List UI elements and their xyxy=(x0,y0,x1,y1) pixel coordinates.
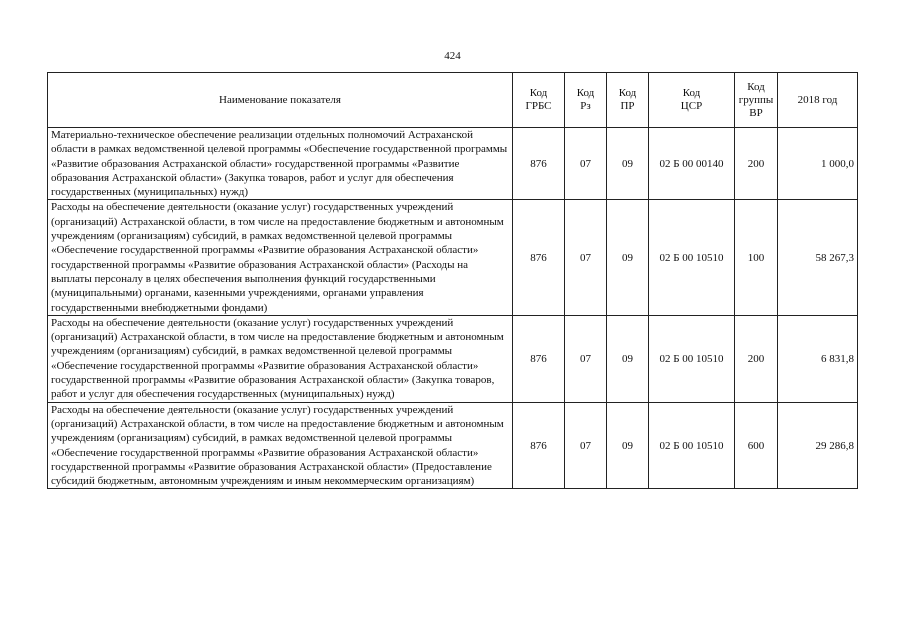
row-csr: 02 Б 00 00140 xyxy=(649,128,735,200)
row-description: Расходы на обеспечение деятельности (оказание услуг) государственных учреждений (организаций) Астраханской области, в том числе на предоставление бюджетным и автономным учреждениям (организациям) субсидий, в рамках ведомственной целевой программы «Обеспечение государственной программы «Развитие образования Астраханской области» государственной программы «Развитие образования Астраханской области» (Предоставление субсидий бюджетным, автономным учреждениям и иным некоммерческим организациям) xyxy=(48,402,513,489)
header-name: Наименование показателя xyxy=(48,73,513,128)
row-amount: 58 267,3 xyxy=(778,200,858,315)
row-amount: 1 000,0 xyxy=(778,128,858,200)
row-csr: 02 Б 00 10510 xyxy=(649,200,735,315)
row-grbs: 876 xyxy=(513,402,565,489)
header-vr: Код группы ВР xyxy=(735,73,778,128)
table-header-row xyxy=(48,73,858,128)
row-pr: 09 xyxy=(607,200,649,315)
page-number: 424 xyxy=(444,50,461,62)
row-grbs: 876 xyxy=(513,200,565,315)
row-pr: 09 xyxy=(607,402,649,489)
row-grbs: 876 xyxy=(513,315,565,402)
header-grbs: Код ГРБС xyxy=(513,73,565,128)
row-grbs: 876 xyxy=(513,128,565,200)
row-pr: 09 xyxy=(607,315,649,402)
row-rz: 07 xyxy=(565,128,607,200)
row-csr: 02 Б 00 10510 xyxy=(649,402,735,489)
row-vr: 100 xyxy=(735,200,778,315)
row-pr: 09 xyxy=(607,128,649,200)
row-amount: 29 286,8 xyxy=(778,402,858,489)
row-description: Расходы на обеспечение деятельности (оказание услуг) государственных учреждений (организаций) Астраханской области, в том числе на предоставление бюджетным и автономным учреждениям (организациям) субсидий, в рамках ведомственной целевой программы «Обеспечение государственной программы «Развитие образования Астраханской области» государственной программы «Развитие образования Астраханской области» (Закупка товаров, работ и услуг для обеспечения государственных (муниципальных) нужд) xyxy=(48,315,513,402)
row-csr: 02 Б 00 10510 xyxy=(649,315,735,402)
header-year: 2018 год xyxy=(778,73,858,128)
row-vr: 600 xyxy=(735,402,778,489)
table-row xyxy=(48,128,858,200)
row-rz: 07 xyxy=(565,402,607,489)
table-row xyxy=(48,315,858,402)
row-vr: 200 xyxy=(735,315,778,402)
header-pr: Код ПР xyxy=(607,73,649,128)
table-row xyxy=(48,402,858,489)
row-rz: 07 xyxy=(565,200,607,315)
row-description: Материально-техническое обеспечение реализации отдельных полномочий Астраханской области в рамках ведомственной целевой программы «Обеспечение государственной программы «Развитие образования Астраханской области» государственной программы «Развитие образования Астраханской области» (Закупка товаров, работ и услуг для обеспечения государственных (муниципальных) нужд) xyxy=(48,128,513,200)
table-row xyxy=(48,200,858,315)
header-csr: Код ЦСР xyxy=(649,73,735,128)
row-amount: 6 831,8 xyxy=(778,315,858,402)
budget-table xyxy=(47,72,858,489)
row-vr: 200 xyxy=(735,128,778,200)
row-rz: 07 xyxy=(565,315,607,402)
row-description: Расходы на обеспечение деятельности (оказание услуг) государственных учреждений (организаций) Астраханской области, в том числе на предоставление бюджетным и автономным учреждениям (организациям) субсидий, в рамках ведомственной целевой программы «Обеспечение государственной программы «Развитие образования Астраханской области» государственной программы «Развитие образования Астраханской области» (Расходы на выплаты персоналу в целях обеспечения выполнения функций государственными (муниципальными) органами, казенными учреждениями, органами управления государственными внебюджетными фондами) xyxy=(48,200,513,315)
header-rz: Код Рз xyxy=(565,73,607,128)
